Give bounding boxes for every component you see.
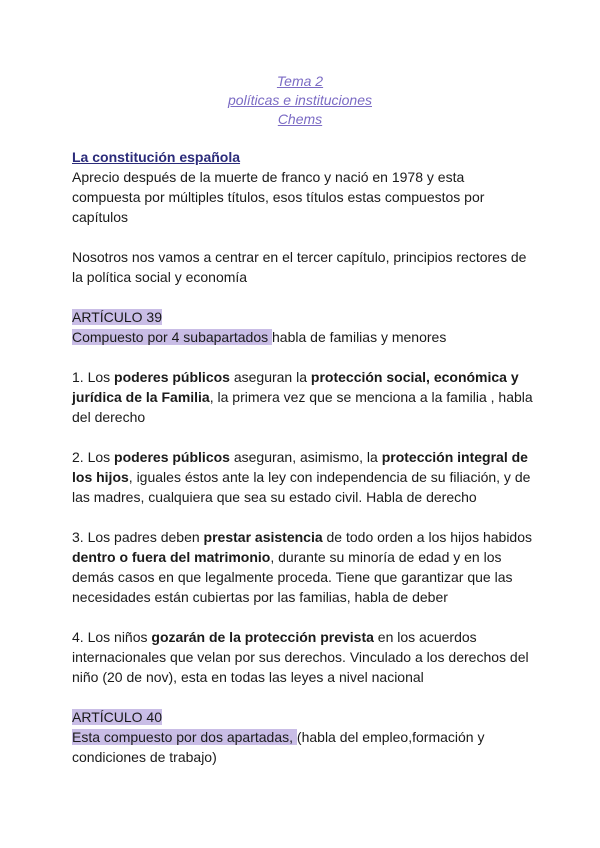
- text-run: en los acuerdos internacionales que velan por sus derechos. Vinculado a los derechos del niño (20 de nov), esta en todas las leyes a nivel nacional: [72, 629, 529, 685]
- text-run: 2. Los: [72, 449, 115, 465]
- text-run: aseguran, asimismo, la: [229, 449, 382, 465]
- text-run: , iguales éstos ante la ley con independencia de su filiación, y de las madres, cualquiera que sea su estado civil. Habla de derecho: [72, 469, 531, 505]
- bold-run: prestar asistencia: [203, 529, 323, 545]
- intro-paragraph: Aprecio después de la muerte de franco y nació en 1978 y esta compuesta por múltiples títulos, esos títulos estas compuestos por capítulos: [72, 169, 485, 225]
- article-39-heading: [72, 307, 534, 327]
- article-40-label: ARTÍCULO 40: [72, 709, 162, 725]
- bold-run: poderes públicos: [114, 369, 230, 385]
- text-run: 4. Los niños: [72, 629, 152, 645]
- article-39-point-1: [72, 367, 534, 427]
- article-39-point-2: [72, 447, 534, 507]
- article-39-point-3: [72, 527, 534, 607]
- article-40-highlight: Esta compuesto por dos apartadas,: [72, 729, 297, 745]
- text-run: , la primera vez que se menciona a la familia , habla del derecho: [72, 389, 533, 425]
- article-40-summary-rest: (habla del empleo,formación y condiciones de trabajo): [72, 729, 485, 765]
- bold-run: poderes públicos: [114, 449, 230, 465]
- article-39-summary: [72, 327, 534, 347]
- article-39-summary-rest: habla de familias y menores: [272, 329, 447, 345]
- document-body: [72, 147, 534, 767]
- text-run: aseguran la: [229, 369, 311, 385]
- article-40-summary: [72, 727, 534, 767]
- focus-paragraph: Nosotros nos vamos a centrar en el tercer capítulo, principios rectores de la política social y economía: [72, 249, 527, 285]
- title-line-author: Chems: [277, 111, 323, 127]
- bold-run: gozarán de la protección prevista: [151, 629, 374, 645]
- text-run: de todo orden a los hijos habidos: [322, 529, 532, 545]
- bold-run: protección integral de los hijos: [72, 449, 528, 485]
- article-39-point-4: [72, 627, 534, 687]
- text-run: 3. Los padres deben: [72, 529, 204, 545]
- article-39-label: ARTÍCULO 39: [72, 309, 162, 325]
- article-39-highlight: Compuesto por 4 subapartados: [72, 329, 273, 345]
- article-40-heading: [72, 707, 534, 727]
- bold-run: protección social, económica y jurídica de la Familia: [72, 369, 519, 405]
- document-title-block: [0, 72, 600, 129]
- bold-run: dentro o fuera del matrimonio: [72, 549, 271, 565]
- text-run: , durante su minoría de edad y en los demás casos en que legalmente proceda. Tiene que garantizar que las necesidades están cubiertas por las familias, habla de deber: [72, 549, 513, 605]
- title-line-topic: Tema 2: [276, 73, 324, 89]
- text-run: 1. Los: [72, 369, 115, 385]
- title-line-subject: políticas e instituciones: [228, 92, 372, 108]
- section-heading: La constitución española: [72, 149, 241, 165]
